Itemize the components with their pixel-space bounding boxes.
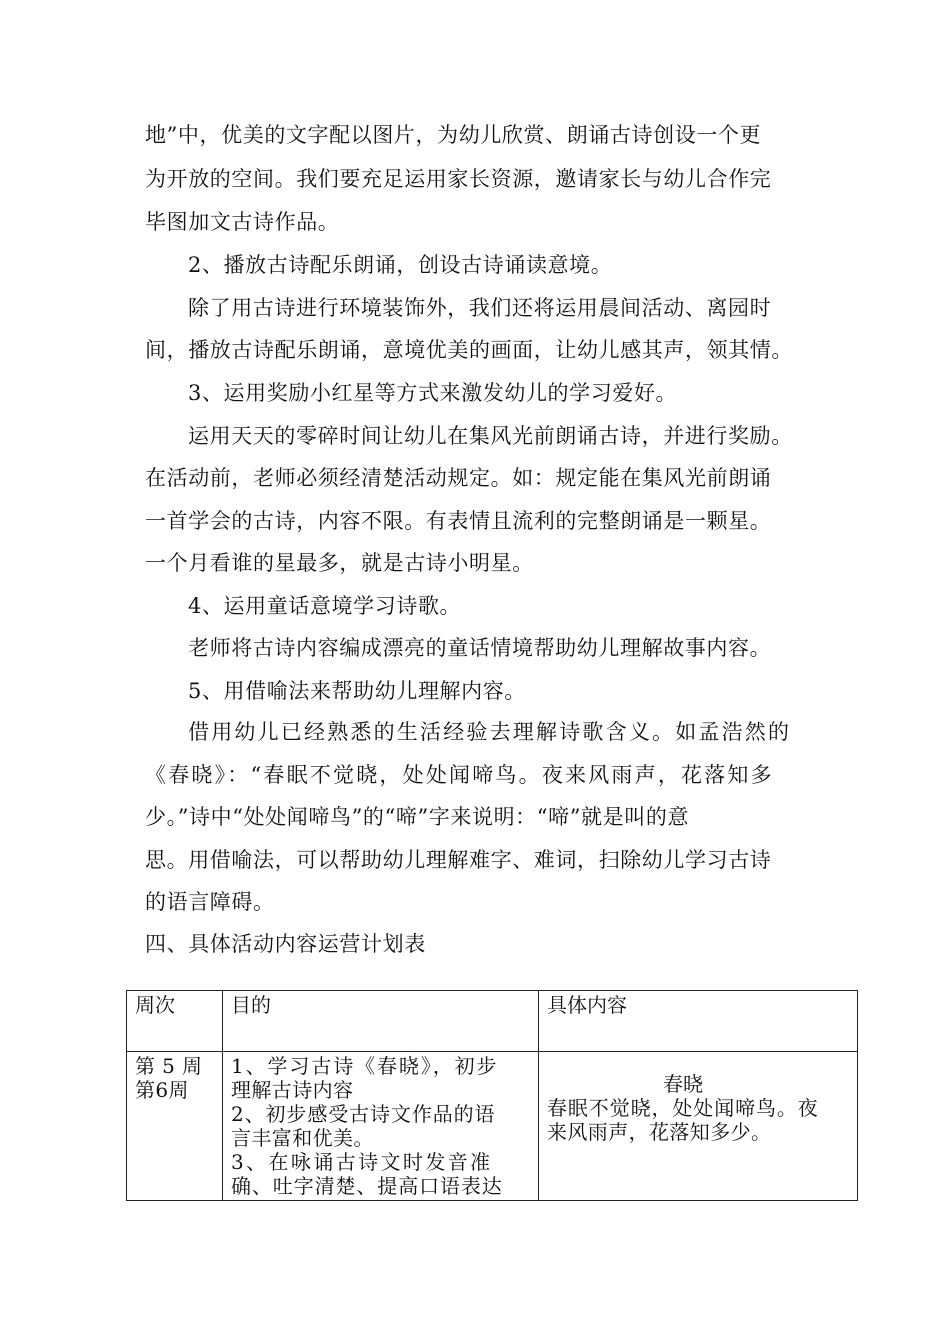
table-header-row (127, 991, 858, 1052)
header-content: 具体内容 (539, 991, 858, 1052)
goal-line: 1、学习古诗《春晓》，初步 (231, 1054, 499, 1078)
table-row (127, 1052, 858, 1201)
activity-plan-table (126, 990, 858, 1201)
header-week: 周次 (127, 991, 223, 1052)
goal-cell (223, 1052, 539, 1201)
section-heading: 3、运用奖励小红星等方式来激发幼儿的学习爱好。 (188, 381, 678, 405)
body-line: 为开放的空间。我们要充足运用家长资源，邀请家长与幼儿合作完 (145, 167, 772, 191)
body-line: 地”中，优美的文字配以图片，为幼儿欣赏、朗诵古诗创设一个更 (145, 123, 762, 147)
poem-line: 春眠不觉晓，处处闻啼鸟。夜 (547, 1096, 819, 1120)
body-line: 除了用古诗进行环境装饰外，我们还将运用晨间活动、离园时 (188, 296, 772, 320)
goal-line: 确、吐字清楚、提高口语表达 (231, 1174, 503, 1198)
section-heading: 4、运用童话意境学习诗歌。 (188, 594, 462, 618)
goal-line: 2、初步感受古诗文作品的语 (231, 1102, 496, 1126)
body-line: 《春晓》：“春眠不觉晓，处处闻啼鸟。夜来风雨声，花落知多 (145, 763, 774, 787)
goal-line: 言丰富和优美。 (231, 1126, 374, 1150)
body-line: 一个月看谁的星最多，就是古诗小明星。 (145, 551, 534, 575)
header-goal: 目的 (223, 991, 539, 1052)
body-line: 思。用借喻法，可以帮助幼儿理解难字、难词，扫除幼儿学习古诗 (145, 848, 772, 872)
body-line: 毕图加文古诗作品。 (145, 210, 340, 234)
body-line: 借用幼儿已经熟悉的生活经验去理解诗歌含义。如孟浩然的 (188, 720, 792, 744)
body-line: 运用天天的零碎时间让幼儿在集风光前朗诵古诗，并进行奖励。 (188, 424, 793, 448)
week-label: 第 5 周 (135, 1054, 203, 1078)
body-line: 间，播放古诗配乐朗诵，意境优美的画面，让幼儿感其声，领其情。 (145, 338, 793, 362)
goal-line: 理解古诗内容 (231, 1078, 354, 1102)
goal-line: 3、在咏诵古诗文时发音准 (231, 1150, 493, 1174)
week-label: 第6周 (135, 1078, 189, 1102)
section-heading: 四、具体活动内容运营计划表 (145, 932, 426, 956)
section-heading: 2、播放古诗配乐朗诵，创设古诗诵读意境。 (188, 253, 613, 277)
body-line: 的语言障碍。 (145, 890, 275, 914)
body-line: 少。”诗中“处处闻啼鸟”的“啼”字来说明：“啼”就是叫的意 (145, 805, 690, 829)
content-cell (539, 1052, 858, 1201)
body-line: 在活动前，老师必须经清楚活动规定。如：规定能在集风光前朗诵 (145, 466, 772, 490)
section-heading: 5、用借喻法来帮助幼儿理解内容。 (188, 679, 526, 703)
poem-line: 来风雨声，花落知多少。 (547, 1120, 772, 1144)
body-line: 老师将古诗内容编成漂亮的童话情境帮助幼儿理解故事内容。 (188, 636, 772, 660)
poem-title: 春晓 (663, 1072, 703, 1096)
body-line: 一首学会的古诗，内容不限。有表情且流利的完整朗诵是一颗星。 (145, 509, 772, 533)
week-cell (127, 1052, 223, 1201)
